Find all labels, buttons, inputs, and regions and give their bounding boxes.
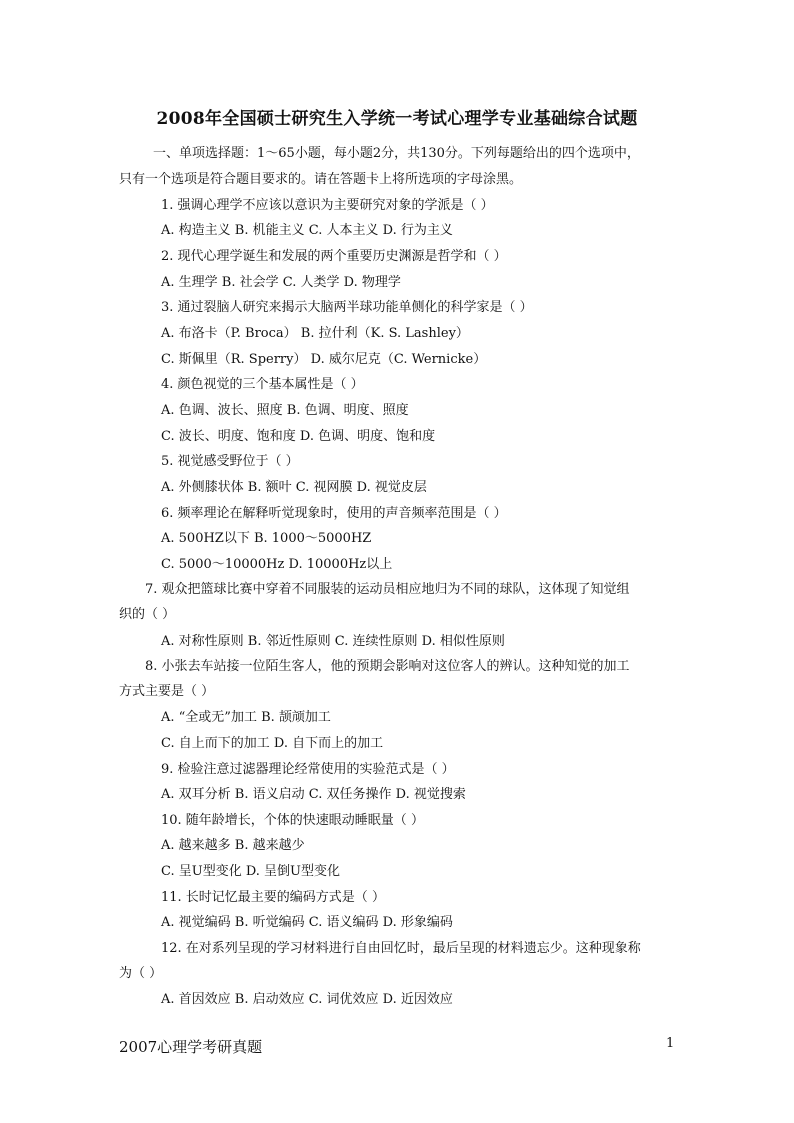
question-10: 10. 随年龄增长，个体的快速眼动睡眠量（ ） xyxy=(161,813,424,828)
question-12-cont: 为（ ） xyxy=(119,966,163,981)
options-5: A. 外侧膝状体 B. 额叶 C. 视网膜 D. 视觉皮层 xyxy=(161,480,427,495)
options-2: A. 生理学 B. 社会学 C. 人类学 D. 物理学 xyxy=(161,275,401,290)
options-6a: A. 500HZ以下 B. 1000～5000HZ xyxy=(161,531,372,546)
question-6: 6. 频率理论在解释听觉现象时，使用的声音频率范围是（ ） xyxy=(161,506,507,521)
options-11: A. 视觉编码 B. 听觉编码 C. 语义编码 D. 形象编码 xyxy=(161,915,453,930)
question-12: 12. 在对系列呈现的学习材料进行自由回忆时，最后呈现的材料遗忘少。这种现象称 xyxy=(161,941,641,956)
options-3b: C. 斯佩里（R. Sperry） D. 威尔尼克（C. Wernicke） xyxy=(161,352,487,367)
options-7: A. 对称性原则 B. 邻近性原则 C. 连续性原则 D. 相似性原则 xyxy=(161,634,505,649)
question-7-cont: 织的（ ） xyxy=(119,607,176,622)
options-4b: C. 波长、明度、饱和度 D. 色调、明度、饱和度 xyxy=(161,429,436,444)
options-3a: A. 布洛卡（P. Broca） B. 拉什利（K. S. Lashley） xyxy=(161,326,469,341)
options-1: A. 构造主义 B. 机能主义 C. 人本主义 D. 行为主义 xyxy=(161,223,453,238)
page-number: 1 xyxy=(666,1036,675,1051)
options-8b: C. 自上而下的加工 D. 自下而上的加工 xyxy=(161,736,384,751)
question-9: 9. 检验注意过滤器理论经常使用的实验范式是（ ） xyxy=(161,762,455,777)
question-11: 11. 长时记忆最主要的编码方式是（ ） xyxy=(161,890,385,905)
options-4a: A. 色调、波长、照度 B. 色调、明度、照度 xyxy=(161,403,409,418)
footer-label: 2007心理学考研真题 xyxy=(119,1038,263,1056)
options-10a: A. 越来越多 B. 越来越少 xyxy=(161,838,305,853)
document-title: 2008年全国硕士研究生入学统一考试心理学专业基础综合试题 xyxy=(156,109,638,129)
question-1: 1. 强调心理学不应该以意识为主要研究对象的学派是（ ） xyxy=(161,198,494,213)
question-7: 7. 观众把篮球比赛中穿着不同服装的运动员相应地归为不同的球队，这体现了知觉组 xyxy=(145,582,630,597)
question-5: 5. 视觉感受野位于（ ） xyxy=(161,454,299,469)
question-4: 4. 颜色视觉的三个基本属性是（ ） xyxy=(161,377,364,392)
question-8: 8. 小张去车站接一位陌生客人，他的预期会影响对这位客人的辨认。这种知觉的加工 xyxy=(145,659,630,674)
text-line: 只有一个选项是符合题目要求的。请在答题卡上将所选项的字母涂黑。 xyxy=(119,172,523,187)
question-3: 3. 通过裂脑人研究来揭示大脑两半球功能单侧化的科学家是（ ） xyxy=(161,300,533,315)
question-8-cont: 方式主要是（ ） xyxy=(119,684,215,699)
question-2: 2. 现代心理学诞生和发展的两个重要历史渊源是哲学和（ ） xyxy=(161,249,507,264)
options-9: A. 双耳分析 B. 语义启动 C. 双任务操作 D. 视觉搜索 xyxy=(161,787,466,802)
text-line: 一、单项选择题：1～65小题，每小题2分，共130分。下列每题给出的四个选项中， xyxy=(153,146,640,161)
options-10b: C. 呈U型变化 D. 呈倒U型变化 xyxy=(161,864,341,879)
options-12: A. 首因效应 B. 启动效应 C. 词优效应 D. 近因效应 xyxy=(161,992,453,1007)
options-6b: C. 5000～10000Hz D. 10000Hz以上 xyxy=(161,557,393,572)
options-8a: A. “全或无”加工 B. 颉颃加工 xyxy=(161,710,331,725)
